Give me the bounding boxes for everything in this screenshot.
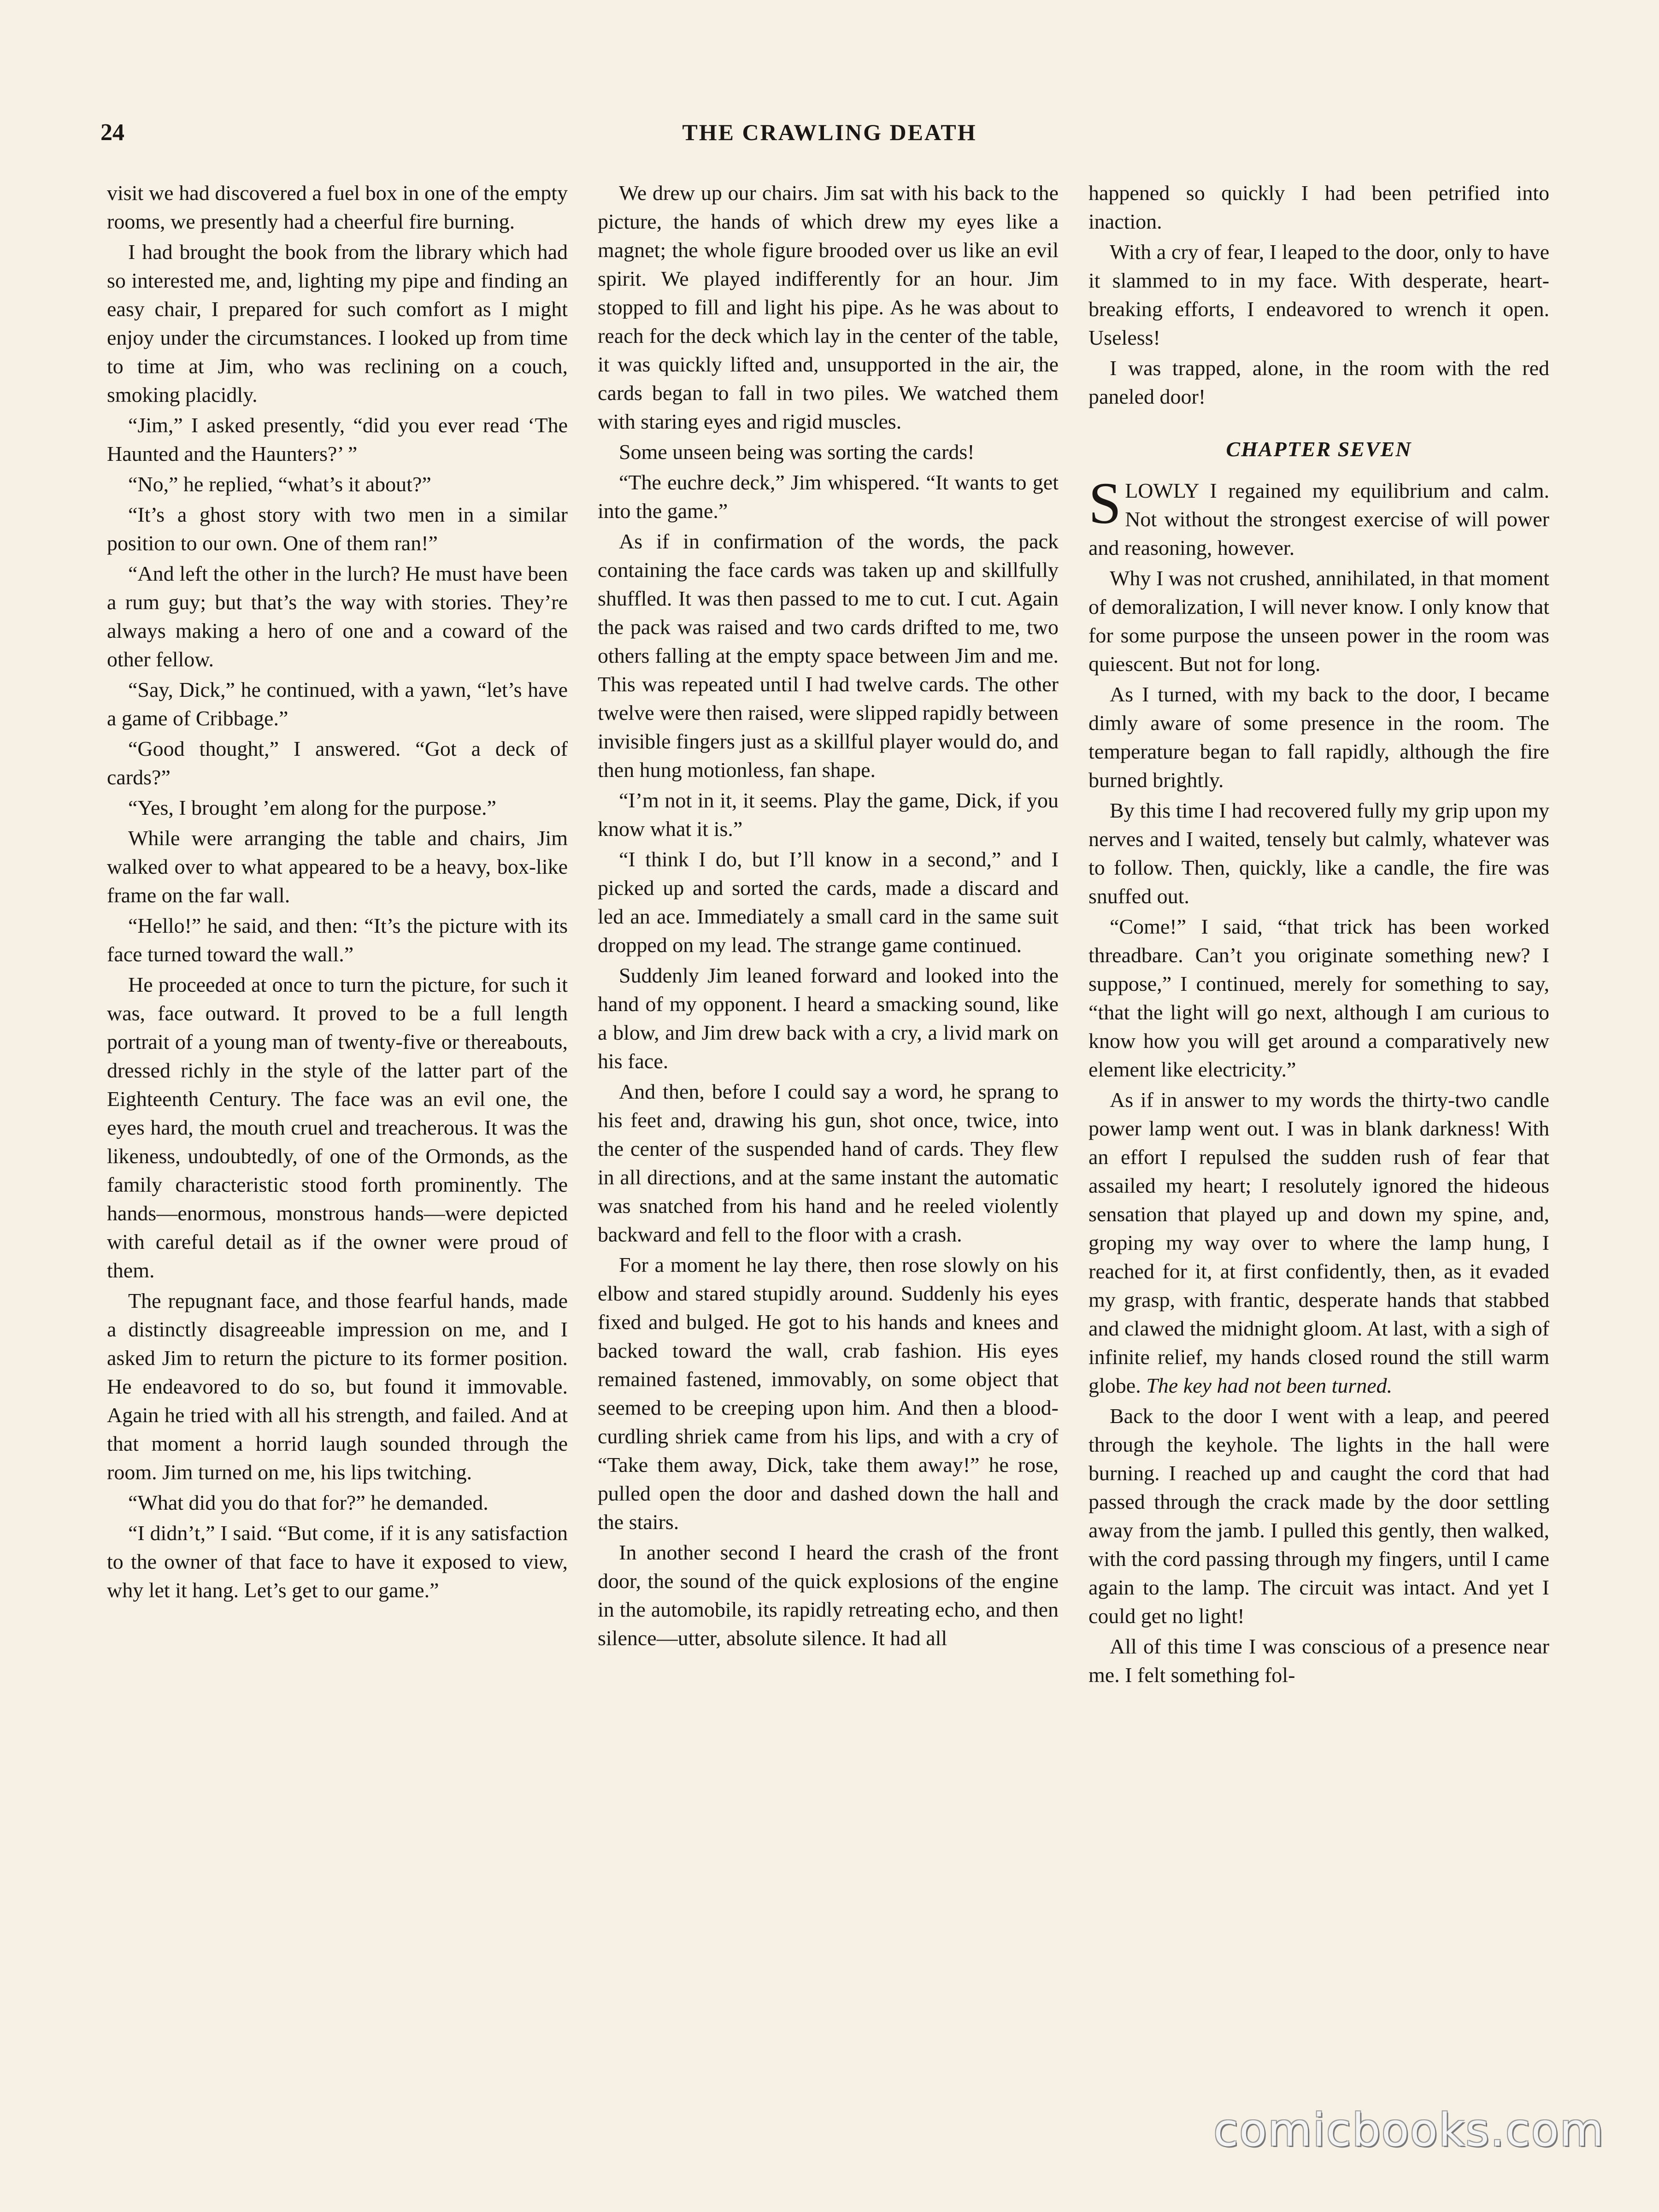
paragraph: “Yes, I brought ’em along for the purpose.” (128, 796, 496, 819)
paragraph: “And left the other in the lurch? He must have been a rum guy; but that’s the way with stories. They’re always making a hero of one and a coward of the other fellow. (107, 562, 568, 671)
column-3 (1088, 179, 1549, 2100)
paragraph: For a moment he lay there, then rose slowly on his elbow and stared stupidly around. Suddenly his eyes fixed and bulged. He got to his hands and knees and backed toward the wall, crab fashion. His eyes remained fastened, immovably, on some object that seemed to be creeping upon him. And then a blood-curdling shriek came from his lips, and with a cry of “Take them away, Dick, take them away!” he rose, pulled open the door and dashed down the hall and the stairs. (598, 1253, 1059, 1534)
paragraph: “Good thought,” I answered. “Got a deck of cards?” (107, 737, 568, 789)
paragraph: “I didn’t,” I said. “But come, if it is any satisfaction to the owner of that face to have it exposed to view, why let it hang. Let’s get to our game.” (107, 1521, 568, 1602)
paragraph-with-italic (1088, 1086, 1549, 1400)
paragraph: As I turned, with my back to the door, I became dimly aware of some presence in the room. The temperature began to fall rapidly, although the fire burned brightly. (1088, 682, 1549, 792)
paragraph: Why I was not crushed, annihilated, in that moment of demoralization, I will never know. I only know that for some purpose the unseen power in the room was quiescent. But not for long. (1088, 566, 1549, 676)
paragraph: “The euchre deck,” Jim whispered. “It wants to get into the game.” (598, 471, 1059, 523)
paragraph-text: As if in answer to my words the thirty-two candle power lamp went out. I was in blank darkness! With an effort I repulsed the sudden rush of fear that assailed my heart; I resolutely ignored the hideous sensation that played up and down my spine, and, groping my way over to where the lamp hung, I reached for it, at first confidently, then, as it evaded my grasp, with frantic, desperate hands that stabbed and clawed the midnight gloom. At last, with a sigh of infinite relief, my hands closed round the still warm globe. (1088, 1088, 1549, 1397)
paragraph: Some unseen being was sorting the cards! (619, 440, 975, 464)
paragraph: All of this time I was conscious of a presence near me. I felt something fol- (1088, 1635, 1549, 1687)
paragraph: In another second I heard the crash of the front door, the sound of the quick explosions of the engine in the automobile, its rapidly retreating echo, and then silence—utter, absolute silence. It had all (598, 1541, 1059, 1650)
paragraph: While were arranging the table and chairs, Jim walked over to what appeared to be a heavy, box-like frame on the far wall. (107, 826, 568, 907)
chapter-opening-paragraph (1088, 471, 1549, 562)
paragraph: “I think I do, but I’ll know in a second,” and I picked up and sorted the cards, made a discard and led an ace. Immediately a small card in the same suit dropped on my lead. The strange game continued. (598, 847, 1059, 957)
paragraph: “Hello!” he said, and then: “It’s the picture with its face turned toward the wall.” (107, 914, 568, 966)
paragraph: Suddenly Jim leaned forward and looked into the hand of my opponent. I heard a smacking sound, like a blow, and Jim drew back with a cry, a livid mark on his face. (598, 964, 1059, 1073)
paragraph: As if in confirmation of the words, the pack containing the face cards was taken up and skillfully shuffled. It was then passed to me to cut. I cut. Again the pack was raised and two cards drifted to me, two others falling at the empty space between Jim and me. This was repeated until I had twelve cards. The other twelve were then raised, were slipped rapidly between invisible fingers just as a skillful player would do, and then hung motionless, fan shape. (598, 529, 1059, 782)
paragraph: visit we had discovered a fuel box in one of the empty rooms, we presently had a cheerful fire burning. (107, 181, 568, 233)
paragraph: We drew up our chairs. Jim sat with his back to the picture, the hands of which drew my eyes like a magnet; the whole figure brooded over us like an evil spirit. We played indifferently for an hour. Jim stopped to fill and light his pipe. As he was about to reach for the deck which lay in the center of the table, it was quickly lifted and, unsupported in the air, the cards began to fall in two piles. We watched them with staring eyes and rigid muscles. (598, 181, 1059, 433)
paragraph: “Say, Dick,” he continued, with a yawn, “let’s have a game of Cribbage.” (107, 678, 568, 730)
drop-cap: S (1088, 471, 1122, 536)
paragraph: He proceeded at once to turn the picture, for such it was, face outward. It proved to be a full length portrait of a young man of twenty-five or thereabouts, dressed richly in the style of the latter part of the Eighteenth Century. The face was an evil one, the eyes hard, the mouth cruel and treacherous. It was the likeness, undoubtedly, of one of the Ormonds, as the family characteristic stood forth prominently. The hands—enormous, monstrous hands—were depicted with careful detail as if the owner were proud of them. (107, 973, 568, 1282)
paragraph: happened so quickly I had been petrified into inaction. (1088, 181, 1549, 233)
paragraph: By this time I had recovered fully my grip upon my nerves and I waited, tensely but calmly, whatever was to follow. Then, quickly, like a candle, the fire was snuffed out. (1088, 799, 1549, 908)
text-columns (107, 179, 1549, 2100)
paragraph: And then, before I could say a word, he sprang to his feet and, drawing his gun, shot once, twice, into the center of the suspended hand of cards. They flew in all directions, and at the same instant the automatic was snatched from his hand and he reeled violently backward and fell to the floor with a crash. (598, 1080, 1059, 1246)
paragraph: The repugnant face, and those fearful hands, made a distinctly disagreeable impression on me, and I asked Jim to return the picture to its former position. He endeavored to do so, but found it immovable. Again he tried with all his strength, and failed. And at that moment a horrid laugh sounded through the room. Jim turned on me, his lips twitching. (107, 1289, 568, 1484)
paragraph: “Come!” I said, “that trick has been worked threadbare. Can’t you originate something new? I suppose,” I continued, merely for something to say, “that the light will go next, although I am curious to know how you will get around a comparatively new element like electricity.” (1088, 915, 1549, 1081)
paragraph: “It’s a ghost story with two men in a similar position to our own. One of them ran!” (107, 503, 568, 555)
paragraph: “Jim,” I asked presently, “did you ever read ‘The Haunted and the Haunters?’ ” (107, 413, 568, 465)
italic-sentence: The key had not been turned. (1146, 1374, 1393, 1397)
paragraph: I had brought the book from the library which had so interested me, and, lighting my pipe and finding an easy chair, I prepared for such comfort as I might enjoy under the circumstances. I looked up from time to time at Jim, who was reclining on a couch, smoking placidly. (107, 240, 568, 406)
paragraph: Back to the door I went with a leap, and peered through the keyhole. The lights in the hall were burning. I reached up and caught the cord that had passed through the crack made by the door settling away from the jamb. I pulled this gently, then walked, with the cord passing through my fingers, until I came again to the lamp. The circuit was intact. And yet I could get no light! (1088, 1404, 1549, 1628)
page-number: 24 (100, 119, 124, 146)
column-2 (598, 179, 1059, 2100)
paragraph: “No,” he replied, “what’s it about?” (128, 472, 431, 496)
chapter-heading: CHAPTER SEVEN (1226, 437, 1412, 461)
paragraph: “I’m not in it, it seems. Play the game, Dick, if you know what it is.” (598, 788, 1059, 841)
running-title: THE CRAWLING DEATH (682, 119, 977, 145)
column-1 (107, 179, 568, 2100)
paragraph: With a cry of fear, I leaped to the door, only to have it slammed to in my face. With desperate, heart-breaking efforts, I endeavored to wrench it open. Useless! (1088, 240, 1549, 349)
watermark: comicbooks.com (1213, 2104, 1605, 2157)
paragraph: I was trapped, alone, in the room with the red paneled door! (1088, 356, 1549, 408)
paragraph: “What did you do that for?” he demanded. (128, 1491, 488, 1514)
opening-text: LOWLY I regained my equilibrium and calm. Not without the strongest exercise of will power and reasoning, however. (1088, 479, 1549, 559)
